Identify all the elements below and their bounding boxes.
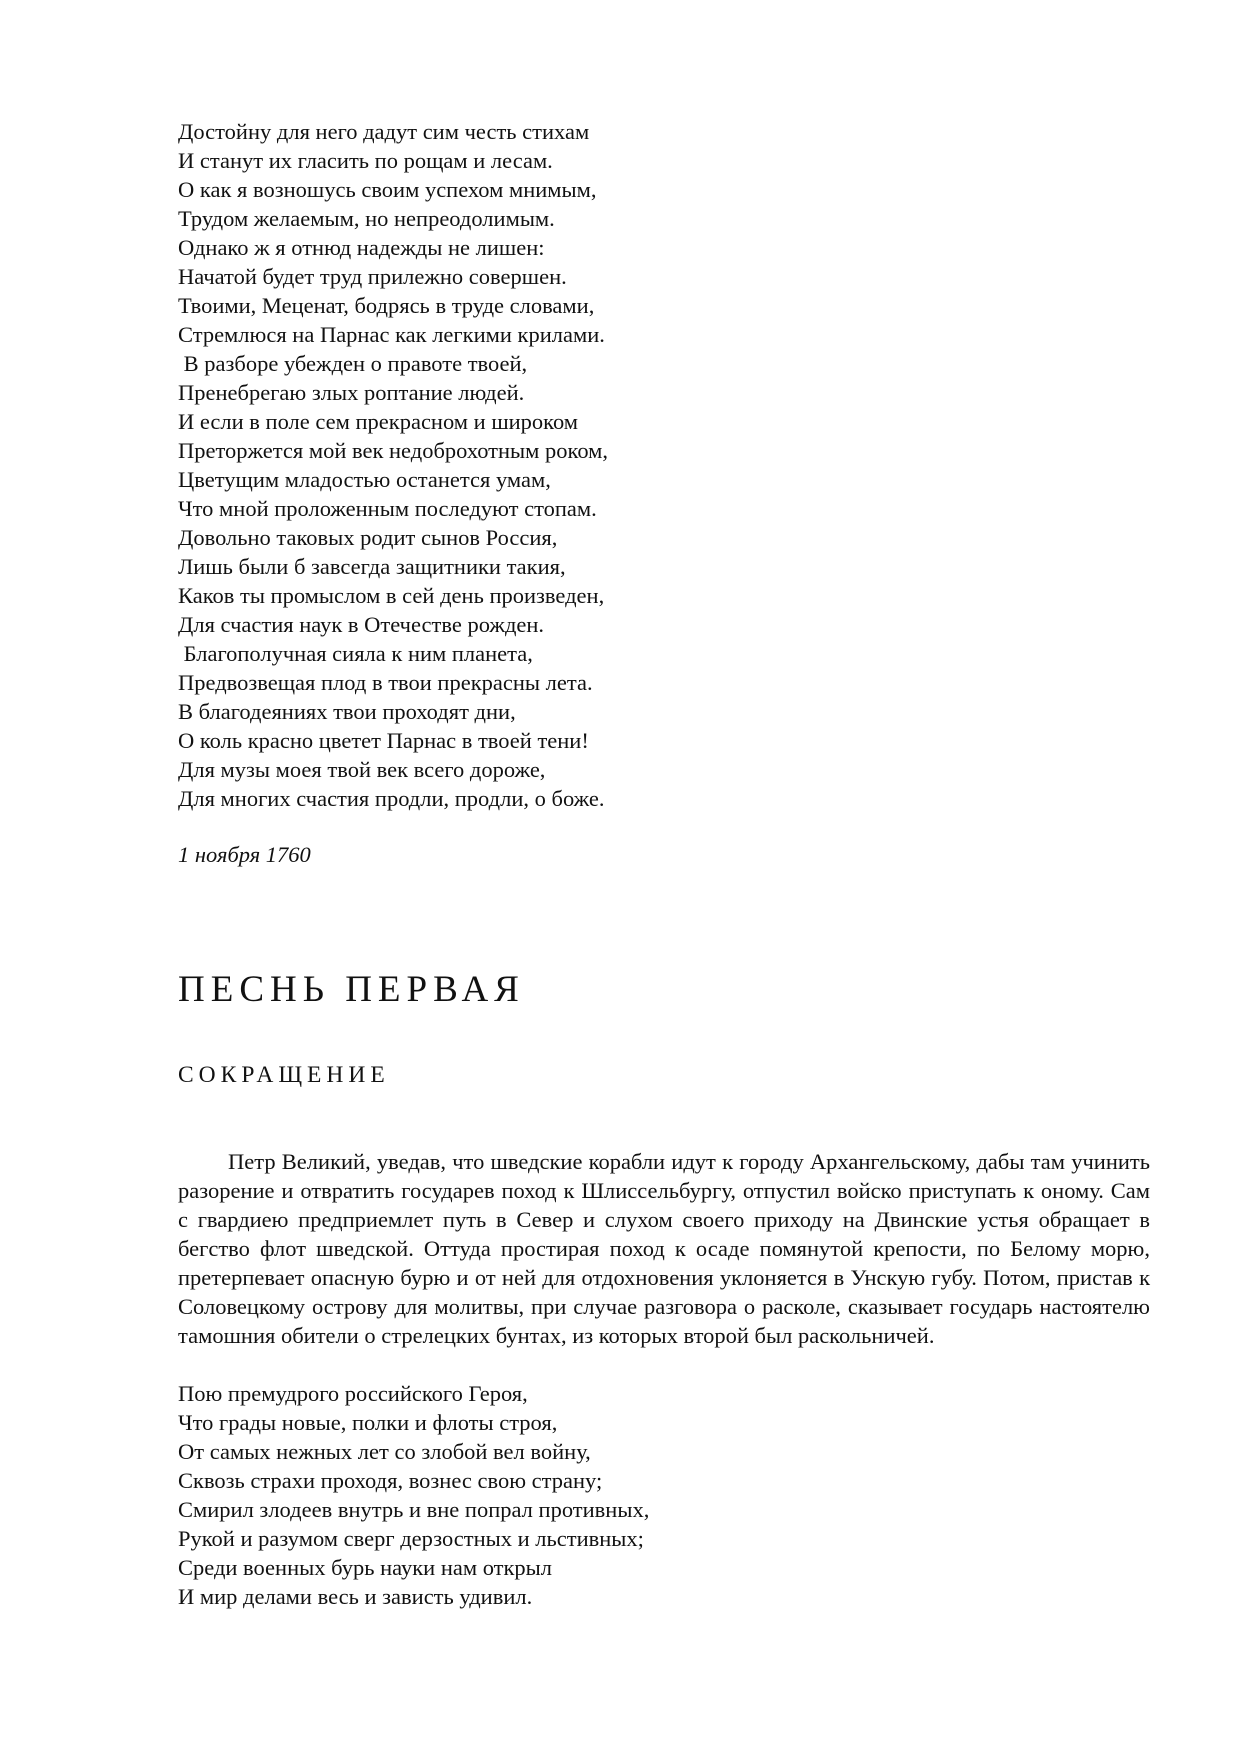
verse-line: Рукой и разумом сверг дерзостных и льстивных; <box>178 1526 644 1551</box>
verse-line: О как я возношусь своим успехом мнимым, <box>178 177 597 202</box>
song-verse <box>178 1379 1150 1611</box>
verse-line: Твоими, Меценат, бодрясь в труде словами, <box>178 293 595 318</box>
verse-line: О коль красно цветет Парнас в твоей тени! <box>178 728 589 753</box>
verse-line: Среди военных бурь науки нам открыл <box>178 1555 553 1580</box>
verse-line: Начатой будет труд прилежно совершен. <box>178 264 567 289</box>
verse-line: Преторжется мой век недоброхотным роком, <box>178 438 609 463</box>
verse-line: Однако ж я отнюд надежды не лишен: <box>178 235 545 260</box>
verse-line: Смирил злодеев внутрь и вне попрал противных, <box>178 1497 650 1522</box>
verse-line: И станут их гласить по рощам и лесам. <box>178 148 553 173</box>
dedication-date: 1 ноября 1760 <box>178 842 311 867</box>
song-title: ПЕСНЬ ПЕРВАЯ <box>178 969 525 1010</box>
verse-line: От самых нежных лет со злобой вел войну, <box>178 1439 591 1464</box>
verse-line: В благодеяниях твои проходят дни, <box>178 699 516 724</box>
verse-line: Достойну для него дадут сим честь стихам <box>178 119 590 144</box>
verse-line: Цветущим младостью останется умам, <box>178 467 551 492</box>
verse-line: Пою премудрого российского Героя, <box>178 1381 528 1406</box>
verse-line: И если в поле сем прекрасном и широком <box>178 409 579 434</box>
verse-line: Трудом желаемым, но непреодолимым. <box>178 206 555 231</box>
verse-line: Для счастия наук в Отечестве рожден. <box>178 612 545 637</box>
verse-line: Каков ты промыслом в сей день произведен, <box>178 583 605 608</box>
section-title: СОКРАЩЕНИЕ <box>178 1062 390 1088</box>
verse-line: Стремлюся на Парнас как легкими крилами. <box>178 322 605 347</box>
dedication-verse <box>178 117 1150 813</box>
verse-line: Довольно таковых родит сынов Россия, <box>178 525 558 550</box>
verse-line: В разборе убежден о правоте твоей, <box>178 351 528 376</box>
verse-line: Пренебрегаю злых роптание людей. <box>178 380 525 405</box>
summary-paragraph: Петр Великий, уведав, что шведские корабли идут к городу Архангельскому, дабы там учинить разорение и отвратить государев поход к Шлиссельбургу, отпустил войско приступать к оному. Сам с гвардиею предприемлет путь в Север и слухом своего приходу на Двинские устья обращает в бегство флот шведской. Оттуда простирая поход к осаде помянутой крепости, по Белому морю, претерпевает опасную бурю и от ней для отдохновения уклоняется в Унскую губу. Потом, пристав к Соловецкому острову для молитвы, при случае разговора о расколе, сказывает государь настоятелю тамошния обители о стрелецких бунтах, из которых второй был раскольничей. <box>178 1149 1150 1348</box>
verse-line: Лишь были б завсегда защитники такия, <box>178 554 566 579</box>
verse-line: Предвозвещая плод в твои прекрасны лета. <box>178 670 593 695</box>
verse-line: Сквозь страхи проходя, вознес свою страну; <box>178 1468 603 1493</box>
verse-line: Для многих счастия продли, продли, о боже. <box>178 786 605 811</box>
verse-line: И мир делами весь и зависть удивил. <box>178 1584 533 1609</box>
page-content <box>178 117 1150 1611</box>
verse-line: Благополучная сияла к ним планета, <box>178 641 533 666</box>
verse-line: Что мной проложенным последуют стопам. <box>178 496 597 521</box>
verse-line: Для музы моея твой век всего дороже, <box>178 757 546 782</box>
verse-line: Что грады новые, полки и флоты строя, <box>178 1410 558 1435</box>
